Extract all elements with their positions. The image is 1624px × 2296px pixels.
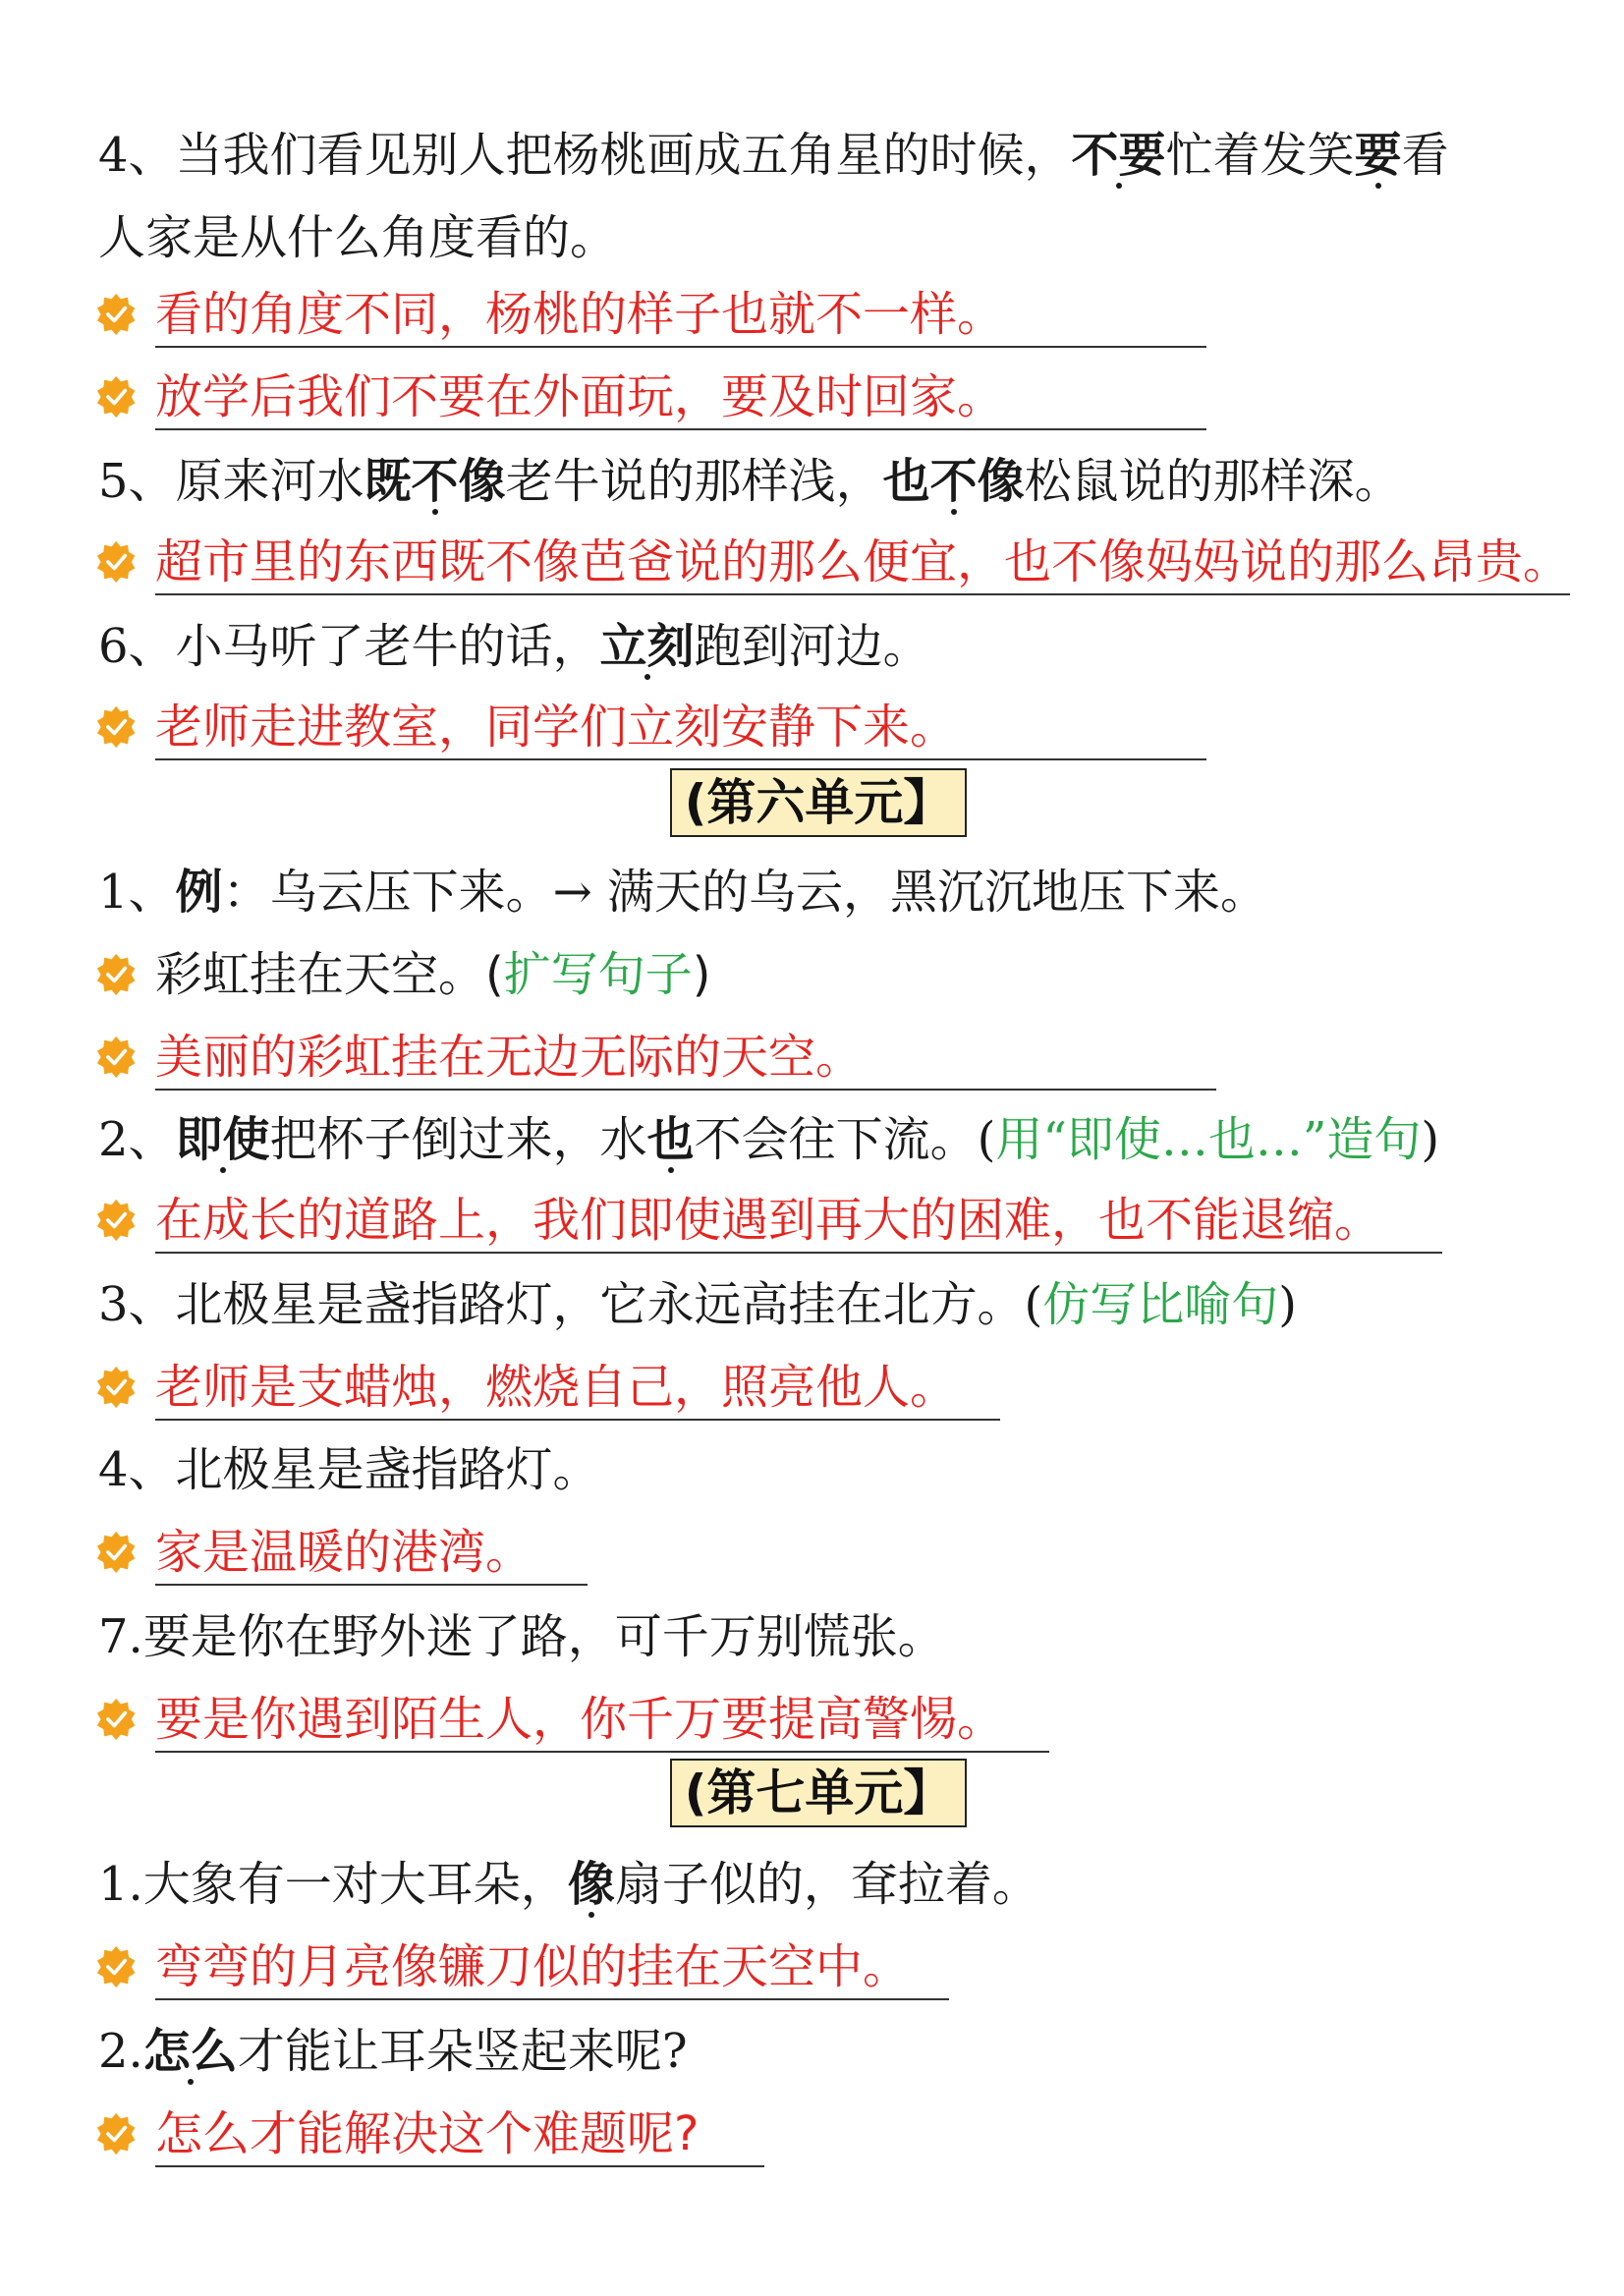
sentence-4 <box>98 126 1449 185</box>
unit6-q2 <box>98 1110 1439 1169</box>
unit7-answer-1 <box>96 1937 949 2000</box>
answer-underline <box>155 1419 1000 1421</box>
answer-underline <box>155 2165 764 2167</box>
answer-text: 在成长的道路上，我们即使遇到再大的困难，也不能退缩。 <box>155 1193 1382 1248</box>
sentence-5-text: 5、原来河水 <box>98 454 364 509</box>
answer-underline <box>155 1751 1049 1753</box>
q-text: 把杯子倒过来，水 <box>269 1112 647 1167</box>
prompt-text-close: ) <box>692 947 711 1002</box>
unit6-answer-1 <box>96 1028 1216 1091</box>
unit-6-heading: (第六单元】 <box>670 768 967 837</box>
keyword-yebuxiang: 也不像 <box>882 454 1025 509</box>
orange-badge-icon <box>96 2112 140 2156</box>
orange-badge-icon <box>96 1945 140 1988</box>
unit6-answer-7 <box>96 1690 1049 1753</box>
answer-underline <box>155 1252 1442 1254</box>
unit6-q1 <box>98 863 1267 922</box>
sentence-5-text: 松鼠说的那样深。 <box>1024 454 1402 509</box>
orange-badge-icon <box>96 293 140 336</box>
keyword-zenme: 怎么 <box>142 2024 238 2079</box>
answer-6 <box>96 698 1206 760</box>
orange-badge-icon <box>96 1199 140 1242</box>
answer-text: 美丽的彩虹挂在无边无际的天空。 <box>155 1030 864 1085</box>
unit6-q3 <box>98 1275 1297 1334</box>
answer-4-2 <box>96 367 1206 430</box>
keyword-xiang: 像 <box>567 1857 615 1912</box>
instruction-text: 仿写比喻句 <box>1042 1277 1279 1332</box>
answer-underline <box>155 1584 588 1586</box>
answer-text: 超市里的东西既不像芭爸说的那么便宜，也不像妈妈说的那么昂贵。 <box>155 534 1571 589</box>
unit7-q2 <box>98 2022 688 2081</box>
answer-underline <box>155 593 1570 595</box>
q-text: ) <box>1278 1277 1298 1332</box>
q-text: 3、北极星是盏指路灯，它永远高挂在北方。( <box>98 1277 1043 1332</box>
q-text: 扇子似的，耷拉着。 <box>614 1857 1039 1912</box>
sentence-4-text: 看 <box>1401 128 1449 183</box>
orange-badge-icon <box>96 1366 140 1409</box>
q-text: 才能让耳朵竖起来呢? <box>237 2024 688 2079</box>
q-text: ) <box>1421 1112 1440 1167</box>
unit6-answer-4 <box>96 1523 588 1586</box>
answer-text: 看的角度不同，杨桃的样子也就不一样。 <box>155 287 1005 342</box>
unit6-answer-2 <box>96 1191 1442 1254</box>
orange-badge-icon <box>96 1036 140 1079</box>
sentence-6-text: 跑到河边。 <box>694 619 930 674</box>
sentence-6 <box>98 617 930 676</box>
instruction-text: 扩写句子 <box>503 947 693 1002</box>
sentence-4-text: 4、当我们看见别人把杨桃画成五角星的时候， <box>98 128 1072 183</box>
q-number: 2、 <box>98 1112 176 1167</box>
unit7-q1 <box>98 1855 1039 1914</box>
keyword-ye: 也 <box>646 1112 695 1167</box>
keyword-jishi: 即使 <box>175 1112 270 1167</box>
answer-underline <box>155 346 1206 348</box>
keyword-yao: 要 <box>1354 128 1402 183</box>
answer-4-1 <box>96 285 1206 348</box>
orange-badge-icon <box>96 1531 140 1574</box>
keyword-buyao: 不要 <box>1071 128 1166 183</box>
answer-text: 弯弯的月亮像镰刀似的挂在天空中。 <box>155 1939 911 1994</box>
unit6-q1-prompt <box>96 945 882 1008</box>
q-text: ：乌云压下来。→ 满天的乌云，黑沉沉地压下来。 <box>222 865 1268 920</box>
q-number: 1、 <box>98 865 176 920</box>
answer-text: 怎么才能解决这个难题呢? <box>155 2106 700 2161</box>
answer-text: 家是温暖的港湾。 <box>155 1525 533 1580</box>
answer-text: 要是你遇到陌生人，你千万要提高警惕。 <box>155 1692 1005 1747</box>
sentence-6-text: 6、小马听了老牛的话， <box>98 619 600 674</box>
answer-text: 老师走进教室，同学们立刻安静下来。 <box>155 700 958 755</box>
answer-5 <box>96 532 1570 595</box>
unit6-q4: 4、北极星是盏指路灯。 <box>98 1442 600 1497</box>
unit-7-heading: (第七单元】 <box>670 1759 967 1827</box>
answer-text: 老师是支蜡烛，燃烧自己，照亮他人。 <box>155 1360 958 1415</box>
unit6-answer-3 <box>96 1358 1000 1421</box>
answer-underline <box>155 1998 949 2000</box>
orange-badge-icon <box>96 1698 140 1741</box>
sentence-4-text: 忙着发笑 <box>1165 128 1355 183</box>
prompt-text <box>155 945 710 1004</box>
instruction-text: 用“即使…也…”造句 <box>995 1112 1422 1167</box>
q-text: 不会往下流。( <box>694 1112 996 1167</box>
answer-underline <box>155 1089 1216 1091</box>
orange-badge-icon <box>96 540 140 584</box>
keyword-jibuxiang: 既不像 <box>364 454 506 509</box>
q-number: 2. <box>98 2024 143 2079</box>
unit6-q7: 7.要是你在野外迷了路，可千万别慌张。 <box>98 1609 945 1664</box>
orange-badge-icon <box>96 375 140 419</box>
q-text: 1.大象有一对大耳朵， <box>98 1857 568 1912</box>
answer-underline <box>155 758 1206 760</box>
sentence-5 <box>98 452 1402 511</box>
sentence-5-text: 老牛说的那样浅， <box>505 454 883 509</box>
orange-badge-icon <box>96 705 140 749</box>
sentence-4-line2: 人家是从什么角度看的。 <box>98 210 618 265</box>
example-label: 例 <box>175 865 223 920</box>
answer-underline <box>155 428 1206 430</box>
answer-text: 放学后我们不要在外面玩，要及时回家。 <box>155 369 1005 424</box>
keyword-like: 立刻 <box>599 619 695 674</box>
orange-badge-icon <box>96 953 140 996</box>
prompt-text-main: 彩虹挂在天空。( <box>155 947 504 1002</box>
unit7-answer-2 <box>96 2104 764 2167</box>
